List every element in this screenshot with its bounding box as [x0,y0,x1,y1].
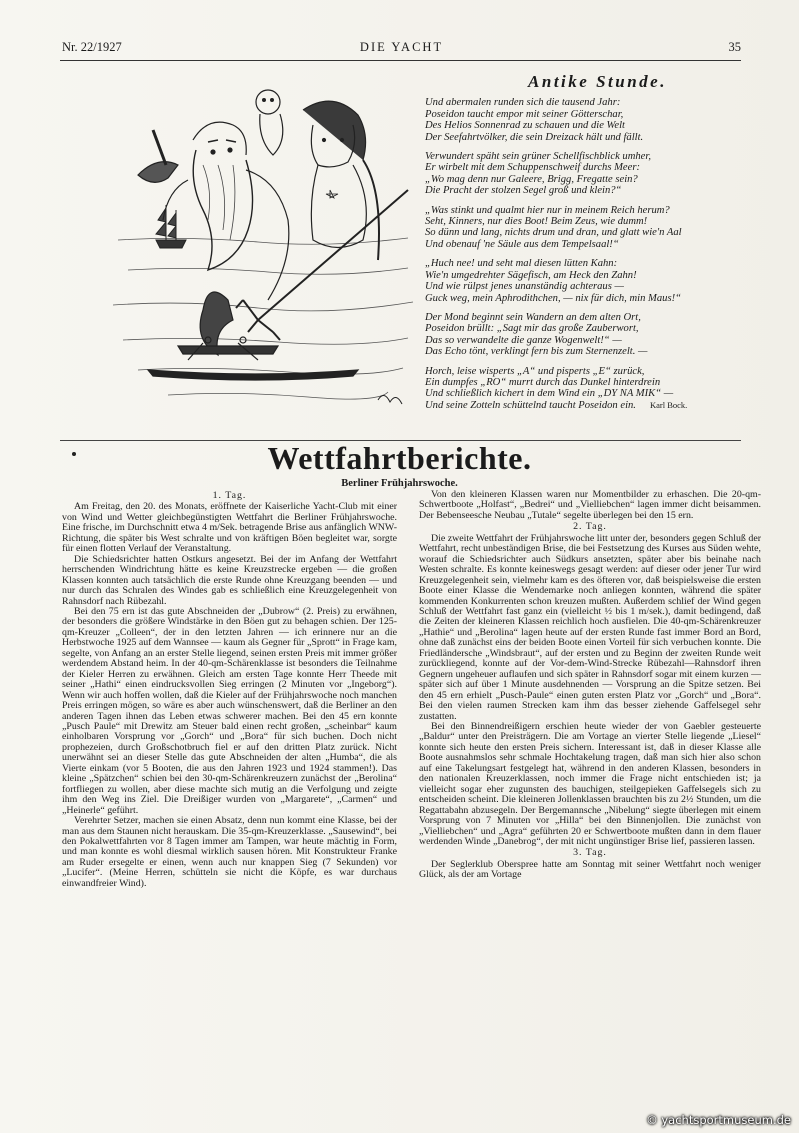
magazine-title: DIE YACHT [359,40,444,54]
poem-line: Und seine Zotteln schüttelnd taucht Poseidon ein. [425,399,636,411]
day-heading: 1. Tag. [212,490,247,501]
rowing-boat-icon [178,337,278,360]
poem-line: Seht, Kinners, nur dies Boot! Beim Zeus, wie dumm! [425,216,648,228]
aphrodite-figure [303,101,379,260]
poem-line: Der Mond beginnt sein Wandern an dem alten Ort, [425,311,641,323]
poem-line: So dünn und lang, nichts drum und dran, und glatt wie'n Aal [425,227,682,239]
poem-line: Die Pracht der stolzen Segel groß und klein?“ [425,185,622,197]
poem-line: Und obenauf 'ne Säule aus dem Tempelsaal!“ [425,238,619,250]
article-paragraph: Bei den 75 ern ist das gute Abschneiden der „Dubrow“ (2. Preis) zu erwähnen, der besonders die größere Windstärke in den Böen gut zu behagen schien. Der 125-qm-Kreuzer „Colleen“, der in den letzten Jahren — ich erinnere nur an die Herbstwoche 1925 auf dem Wannsee — kaum als Gegner für „Sprott“ in Frage kam, segelte, von Anfang an an erster Stelle liegend, seinen ersten Preis mit immer größer werdendem Abstand heim. In der 40-qm-Schärenklasse ist besonders die Teilnahme der Kieler Herren zu erwähnen. Gleich am ersten Tage konnte Herr Theede mit seiner „Hathi“ einen eindrucksvollen Sieg erringen (2 Minuten vor „Ingeborg“). Wenn wir auch hoffen wollen, daß die Kieler auf der Frühjahrswoche noch manchen Preis erringen mögen, so wäre es aber auch wünschenswert, daß die Berliner an den anderen Tagen ihnen das Leben etwas schwerer machen. Bei den 45 ern konnte „Pusch Paule“ mit Drewitz am Steuer bald einen recht großen, „scheinbar“ kaum einholbaren Vorsprung vor „Gorch“ und „Bora“ für sich buchen. Doch nicht prophezeien, durch Großschotbruch fiel er auf den dritten Platz zurück. Nicht unerwähnt sei an dieser Stelle das gute Abschneiden der alten „Humba“, die als Vierte einkam (vor 5 Booten, die aus den Jahren 1923 und 1924 stammen!). Das kleine „Spätzchen“ schien bei den 30-qm-Schärenkreuzern zunächst der „Berolina“ fortfliegen zu wollen, aber diese machte sich mutig an die Verfolgung und zeigte ihm den Weg ins Ziel. Die Dreißiger wurden von „Margarete“, „Carmen“ und „Heinerle“ geführt. [62,605,397,816]
page-header [62,40,741,60]
poem-line: Des Helios Sonnenrad zu schauen und die Welt [425,120,625,132]
header-rule [60,60,741,61]
poem-stanza [425,258,770,304]
poem-line: „Was stinkt und qualmt hier nur in meinem Reich herum? [425,204,670,216]
ship-icon [156,205,186,248]
trident-icon [236,190,408,340]
poseidon-figure [138,122,289,300]
poem-line: Poseidon taucht empor mit seiner Götterschar, [425,108,624,120]
article-column-right [419,490,761,881]
artist-signature [378,395,402,404]
article-paragraph: Verehrter Setzer, machen sie einen Absatz, denn nun kommt eine Klasse, bei der man aus dem Staunen nicht herauskam. Die 35-qm-Kreuzerklasse. „Sausewind“, bei den Pokalwettfahrten vor 8 Tagen immer am Tampen, war heute mächtig in Form, und man konnte es wohl diesmal wirklich sausen hören. Mit Konstrukteur Franke am Ruder ersegelte er einen, wenn auch nur knappen Sieg (7 Sekunden) vor „Lucifer“. (Meine Herren, schütteln sie nicht die Köpfe, es war durchaus einwandfreier Wind). [62,815,397,889]
article-column-left [62,490,397,889]
poem-line: Das Echo tönt, verklingt fern bis zum Sternenzelt. — [425,346,648,358]
article-paragraph: Bei den Binnendreißigern erschien heute wieder der von Gaebler gesteuerte „Baldur“ unter den Preisträgern. Die am Vortage an vierter Stelle liegende „Liesel“ konnte sich heute den ersten Preis sichern. Interessant ist, daß in dieser Klasse alle Boote ausnahmslos sehr schmale Hochtakelung tragen, daß man sich hier also schon auf eine Takelungsart festgelegt hat, während in den anderen Klassen, besonders in den nationalen Kreuzerklassen, noch immer die Frage nicht entschieden ist; ja vielleicht sogar eher zugunsten des bauchigen, steilgepieken Gaffelsegels sich zu entscheiden scheint. Die kleineren Jollenklassen brauchten bis zu 2½ Stunden, um die Regattabahn abzusegeln. Der Bergemannsche „Nibelung“ siegte überlegen mit einem Vorsprung von 7 Minuten vor „Hilla“ bei den Binnenjollen. Die zunächst von „Vielliebchen“ und „Agra“ geführten 20 er Schwertboote mußten dann in dem flauer werdenden Winde „Danebrog“, der mit nicht ungünstiger Brise lief, passieren lassen. [419,720,761,847]
poem [425,72,770,419]
article-title: Wettfahrtberichte. [267,440,532,476]
poem-line-final [425,400,770,411]
poem-stanza [425,97,770,143]
poem-stanza [425,366,770,412]
poem-line: Und schließlich kichert in dem Wind ein „DY NA MIK“ — [425,388,674,400]
day-heading: 3. Tag. [573,847,607,859]
article-paragraph: Die zweite Wettfahrt der Frühjahrswoche litt unter der, besonders gegen Schluß der Wettfahrt, recht unbeständigen Brise, die bei Festsetzung des Kurses aus Süden wehte, worauf die Schiedsrichter auch Südkurs ansetzten, später aber bis beinahe nach Westen schralte. Es konnte keineswegs gesagt werden: auf dieser oder jener Tur wird Kreuzgelegenheit sein, vielmehr kam es des öfteren vor, daß beispielsweise die ersten Boote einer Klasse die Wendemarke noch anliegen konnten, während die später kommenden Konkurrenten schon kreuzen mußten. Außerdem schlief der Wind gegen Schluß der Wettfahrt fast ganz ein (vielleicht ½ bis 1 m/sek.), damit bedingend, daß die Zeiten der kleineren Klassen reichlich hoch ausfielen. Die 40-qm-Schärenkreuzer „Hathie“ und „Berolina“ lagen heute auf der ersten Runde fast immer Bord an Bord, ohne daß zunächst eins der beiden Boote einen Vorteil für sich verbuchen konnte. Die Friedländersche „Windsbraut“, auf der ersten und zu Beginn der zweiten Runde weit zurückliegend, konnte auf der Vor-dem-Wind-Strecke Rübezahl—Rahnsdorf ihren Gegnern ungeheuer auflaufen und sich später in Rahnsdorf sogar mit einem kurzen — später sich auf über 1 Minute ausdehnenden — Vorsprung an die Spitze setzen. Bei den 45 ern erhielt „Pusch-Paule“ einen guten ersten Platz vor „Gorch“ und „Bora“. Bei den vielen raumen Strecken kam ihm das besser ziehende Gaffelsegel sehr zustatten. [419,532,761,722]
article-paragraph: Von den kleineren Klassen waren nur Momentbilder zu erhaschen. Die 20-qm-Schwertboote „Holfast“, „Bedrei“ und „Vielliebchen“ lagen immer dicht beisammen. Der Bebenseesche Neubau „Tutale“ segelte überlegen bei den 15 ern. [419,489,761,521]
poem-line: Und wie rülpst jenes unanständig achteraus — [425,281,624,293]
poem-line: Der Seefahrtvölker, die sein Dreizack hält und fällt. [425,131,644,143]
issue-number: Nr. 22/1927 [62,40,122,54]
poem-line: Verwundert späht sein grüner Schellfischblick umher, [425,151,651,163]
poem-line: „Huch nee! und seht mal diesen lütten Kahn: [425,258,618,270]
poem-line: Poseidon brüllt: „Sagt mir das große Zauberwort, [425,323,639,335]
poem-line: Wie'n umgedrehter Sägefisch, am Heck den Zahn! [425,269,637,281]
child-figure [256,90,283,155]
poem-author: Karl Bock. [649,399,688,410]
poem-line: „Wo mag denn nur Galeere, Brigg, Fregatte sein? [425,173,638,185]
poem-title: Antike Stunde. [528,72,667,91]
poem-line: Und abermalen runden sich die tausend Jahr: [425,97,621,109]
poem-line: Er wirbelt mit dem Schuppenschweif durchs Meer: [425,162,640,174]
article-paragraph: Am Freitag, den 20. des Monats, eröffnete der Kaiserliche Yacht-Club mit einer von Wind und Wetter gleichbegünstigten Wettfahrt die Berliner Frühjahrswoche. Eine frische, im Durchschnitt etwa 4 m/Sek. betragende Brise aus anfänglich WNW-Richtung, die später bis West schralte und von kräftigen Böen begleitet war, sorgte für einen flotten Verlauf der Veranstaltung. [62,501,397,555]
poem-line: Das so verwandelte die ganze Wogenwelt!“ — [425,334,622,346]
poem-stanza [425,151,770,197]
day-heading: 2. Tag. [573,521,607,533]
long-boat-icon [148,370,358,380]
page-number: 35 [728,40,741,54]
poem-stanza [425,312,770,358]
article-paragraph: Der Seglerklub Oberspree hatte am Sonntag mit seiner Wettfahrt noch weniger Glück, als der am Vortage [419,858,761,881]
poem-line: Ein dumpfes „RO“ murrt durch das Dunkel hinterdrein [425,376,661,388]
poseidon-illustration [108,70,418,430]
poem-line: Horch, leise wisperts „A“ und pisperts „E“ zurück, [425,365,645,377]
watermark: © yachtsportmuseum.de [646,1113,791,1127]
poem-stanza [425,205,770,251]
article-paragraph: Die Schiedsrichter hatten Ostkurs angesetzt. Bei der im Anfang der Wettfahrt herrschenden Windrichtung hätte es keine Kreuzstrecke ergeben — die großen Klassen konnten auch tatsächlich die erste Runde ohne Kreuzgang beenden — und nur durch das Schralen des Windes gab es schließlich eine Kreuzgelegenheit von Rahnsdorf nach Rübezahl. [62,553,397,607]
poem-line: Guck weg, mein Aphrodithchen, — nix für dich, min Maus!“ [425,292,681,304]
article-subtitle: Berliner Frühjahrswoche. [341,478,458,489]
